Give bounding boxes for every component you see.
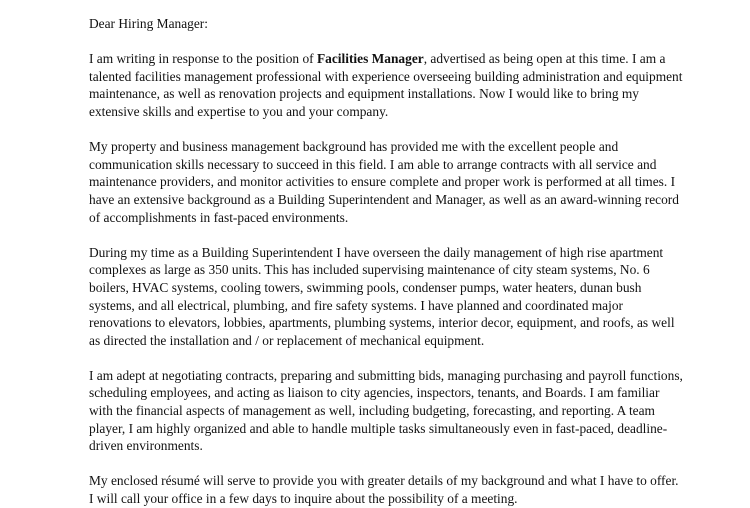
- cover-letter: [89, 15, 689, 508]
- paragraph-1-line-4: extensive skills and expertise to you and your company.: [89, 103, 389, 119]
- paragraph-5-line: I will call your office in a few days to inquire about the possibility of a meeting.: [89, 491, 518, 507]
- paragraph-gap: [89, 226, 689, 244]
- paragraph-2-line: My property and business management background has provided me with the excellent people and: [89, 139, 619, 155]
- paragraph-5-line: My enclosed résumé will serve to provide you with greater details of my background and what I have to offer.: [89, 473, 679, 489]
- paragraph-3: [89, 244, 689, 350]
- paragraph-1: [89, 50, 689, 120]
- intro-text: I am writing in response to the position of: [89, 51, 317, 67]
- paragraph-3-line: boilers, HVAC systems, cooling towers, swimming pools, condenser pumps, water heaters, dunan bush: [89, 279, 642, 295]
- paragraph-1-line-1: [89, 50, 689, 68]
- salutation: Dear Hiring Manager:: [89, 16, 208, 31]
- paragraph-4: [89, 367, 689, 455]
- position-title: Facilities Manager: [316, 51, 424, 67]
- paragraph-5: [89, 472, 689, 507]
- paragraph-4-line: scheduling employees, and acting as liaison to city agencies, inspectors, tenants, and Boards. I am familiar: [89, 385, 660, 401]
- paragraph-4-line: I am adept at negotiating contracts, preparing and submitting bids, managing purchasing and payroll functions,: [89, 367, 683, 383]
- paragraph-1-line-2: talented facilities management professional with experience overseeing building administration and equipment: [89, 68, 683, 84]
- paragraph-3-line: complexes as large as 350 units. This has included supervising maintenance of city steam systems, No. 6: [89, 262, 650, 278]
- paragraph-3-line: systems, and all electrical, plumbing, and fire safety systems. I have planned and coordinated major: [89, 297, 623, 313]
- paragraph-1-line-3: maintenance, as well as renovation projects and equipment installations. Now I would like to bring my: [89, 86, 640, 102]
- paragraph-gap: [89, 455, 689, 473]
- paragraph-3-line: as directed the installation and / or replacement of mechanical equipment.: [89, 332, 485, 348]
- paragraph-4-line: with the financial aspects of management as well, including budgeting, forecasting, and reporting. A team: [89, 403, 655, 419]
- paragraph-3-line: renovations to elevators, lobbies, apartments, plumbing systems, interior decor, equipment, and roofs, as well: [89, 315, 675, 331]
- paragraph-2-line: maintenance providers, and monitor activities to ensure complete and proper work is performed at all times. I: [89, 174, 676, 190]
- intro-text-continued: , advertised as being open at this time. I am a: [423, 51, 666, 67]
- paragraph-4-line: player, I am highly organized and able to handle multiple tasks simultaneously even in fast-paced, deadline-: [89, 420, 668, 436]
- paragraph-gap: [89, 33, 689, 51]
- paragraph-gap: [89, 121, 689, 139]
- paragraph-4-line: driven environments.: [89, 438, 203, 454]
- paragraph-2-line: communication skills necessary to succeed in this field. I am able to arrange contracts with all service and: [89, 156, 657, 172]
- paragraph-2-line: of accomplishments in fast-paced environments.: [89, 209, 349, 225]
- paragraph-2: [89, 138, 689, 226]
- paragraph-3-line: During my time as a Building Superintendent I have overseen the daily management of high rise apartment: [89, 244, 664, 260]
- paragraph-2-line: have an extensive background as a Building Superintendent and Manager, as well as an award-winning record: [89, 191, 679, 207]
- paragraph-gap: [89, 349, 689, 367]
